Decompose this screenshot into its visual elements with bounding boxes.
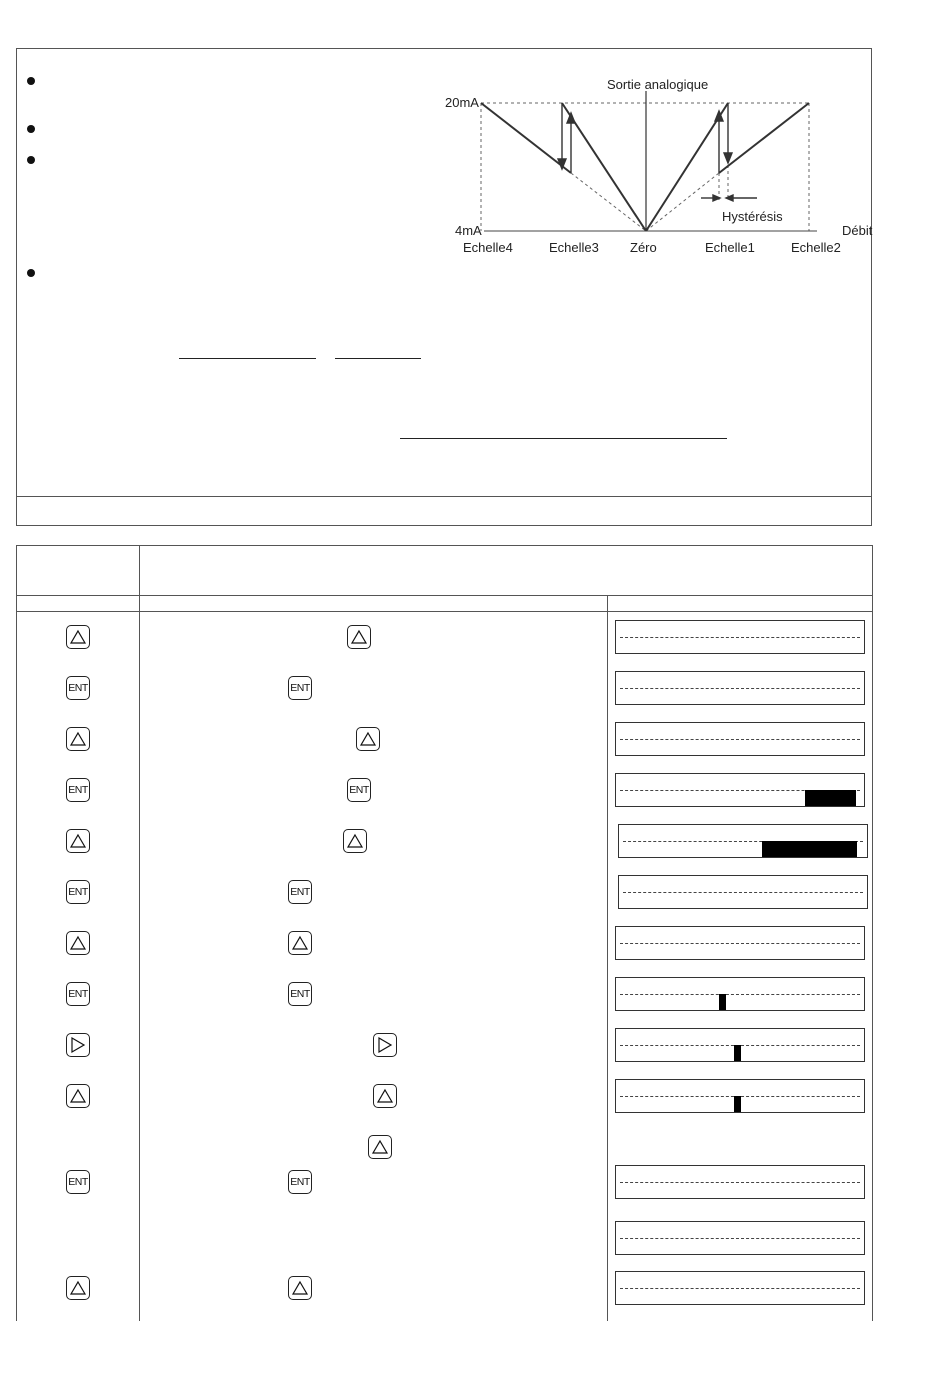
bullet-2 — [27, 125, 35, 133]
inline-up-key[interactable] — [288, 1276, 312, 1300]
up-triangle-icon — [372, 1140, 388, 1154]
right-key[interactable] — [66, 1033, 90, 1057]
lcd-display — [615, 1028, 865, 1062]
lcd-display — [615, 773, 865, 807]
lcd-display — [615, 722, 865, 756]
lcd-display — [615, 1271, 865, 1305]
table-subheader-line — [17, 611, 872, 612]
label-echelle2: Echelle2 — [791, 240, 841, 255]
inline-up-key[interactable] — [347, 625, 371, 649]
up-triangle-icon — [351, 630, 367, 644]
underline-3 — [400, 438, 727, 439]
inline-up-key[interactable] — [368, 1135, 392, 1159]
table-col-divider-1 — [139, 546, 140, 1321]
up-triangle-icon — [70, 630, 86, 644]
inline-ent-key[interactable]: ENT — [288, 982, 312, 1006]
lcd-display — [615, 926, 865, 960]
ent-key[interactable]: ENT — [66, 778, 90, 802]
right-triangle-icon — [378, 1037, 392, 1053]
up-triangle-icon — [70, 834, 86, 848]
label-echelle3: Echelle3 — [549, 240, 599, 255]
up-triangle-icon — [347, 834, 363, 848]
up-triangle-icon — [70, 1281, 86, 1295]
up-triangle-icon — [360, 732, 376, 746]
ent-key[interactable]: ENT — [66, 880, 90, 904]
info-box-divider — [17, 496, 871, 497]
lcd-display — [615, 620, 865, 654]
diagram-title: Sortie analogique — [607, 77, 709, 92]
bullet-1 — [27, 77, 35, 85]
label-echelle4: Echelle4 — [463, 240, 513, 255]
inline-up-key[interactable] — [356, 727, 380, 751]
bullet-4 — [27, 269, 35, 277]
up-key[interactable] — [66, 727, 90, 751]
label-hysteresis: Hystérésis — [722, 209, 783, 224]
label-echelle1: Echelle1 — [705, 240, 755, 255]
lcd-display — [615, 1165, 865, 1199]
lcd-cursor-block — [734, 1096, 741, 1112]
up-key[interactable] — [66, 829, 90, 853]
up-triangle-icon — [292, 936, 308, 950]
inline-up-key[interactable] — [343, 829, 367, 853]
lcd-display — [615, 1079, 865, 1113]
lcd-cursor-block — [762, 841, 857, 857]
lcd-display — [618, 875, 868, 909]
inline-ent-key[interactable]: ENT — [288, 880, 312, 904]
ent-key[interactable]: ENT — [66, 676, 90, 700]
label-debit: Débit — [842, 223, 873, 238]
inline-ent-key[interactable]: ENT — [288, 1170, 312, 1194]
lcd-cursor-block — [734, 1045, 741, 1061]
lcd-display — [618, 824, 868, 858]
underline-1 — [179, 358, 316, 359]
up-triangle-icon — [70, 1089, 86, 1103]
up-key[interactable] — [66, 1084, 90, 1108]
inline-right-key[interactable] — [373, 1033, 397, 1057]
right-triangle-icon — [71, 1037, 85, 1053]
label-20ma: 20mA — [445, 95, 479, 110]
lcd-cursor-block — [719, 994, 726, 1010]
inline-ent-key[interactable]: ENT — [347, 778, 371, 802]
up-key[interactable] — [66, 625, 90, 649]
analog-output-diagram — [437, 71, 873, 286]
inline-up-key[interactable] — [373, 1084, 397, 1108]
up-triangle-icon — [377, 1089, 393, 1103]
table-col-divider-2 — [607, 595, 608, 1321]
bullet-3 — [27, 156, 35, 164]
up-triangle-icon — [292, 1281, 308, 1295]
ent-key[interactable]: ENT — [66, 982, 90, 1006]
up-triangle-icon — [70, 732, 86, 746]
table-header-line — [17, 595, 872, 596]
ent-key[interactable]: ENT — [66, 1170, 90, 1194]
lcd-display — [615, 1221, 865, 1255]
lcd-display — [615, 671, 865, 705]
up-key[interactable] — [66, 931, 90, 955]
inline-ent-key[interactable]: ENT — [288, 676, 312, 700]
info-box — [16, 48, 872, 526]
label-4ma: 4mA — [455, 223, 482, 238]
underline-2 — [335, 358, 421, 359]
lcd-display — [615, 977, 865, 1011]
label-zero: Zéro — [630, 240, 657, 255]
inline-up-key[interactable] — [288, 931, 312, 955]
up-key[interactable] — [66, 1276, 90, 1300]
lcd-cursor-block — [805, 790, 856, 806]
up-triangle-icon — [70, 936, 86, 950]
